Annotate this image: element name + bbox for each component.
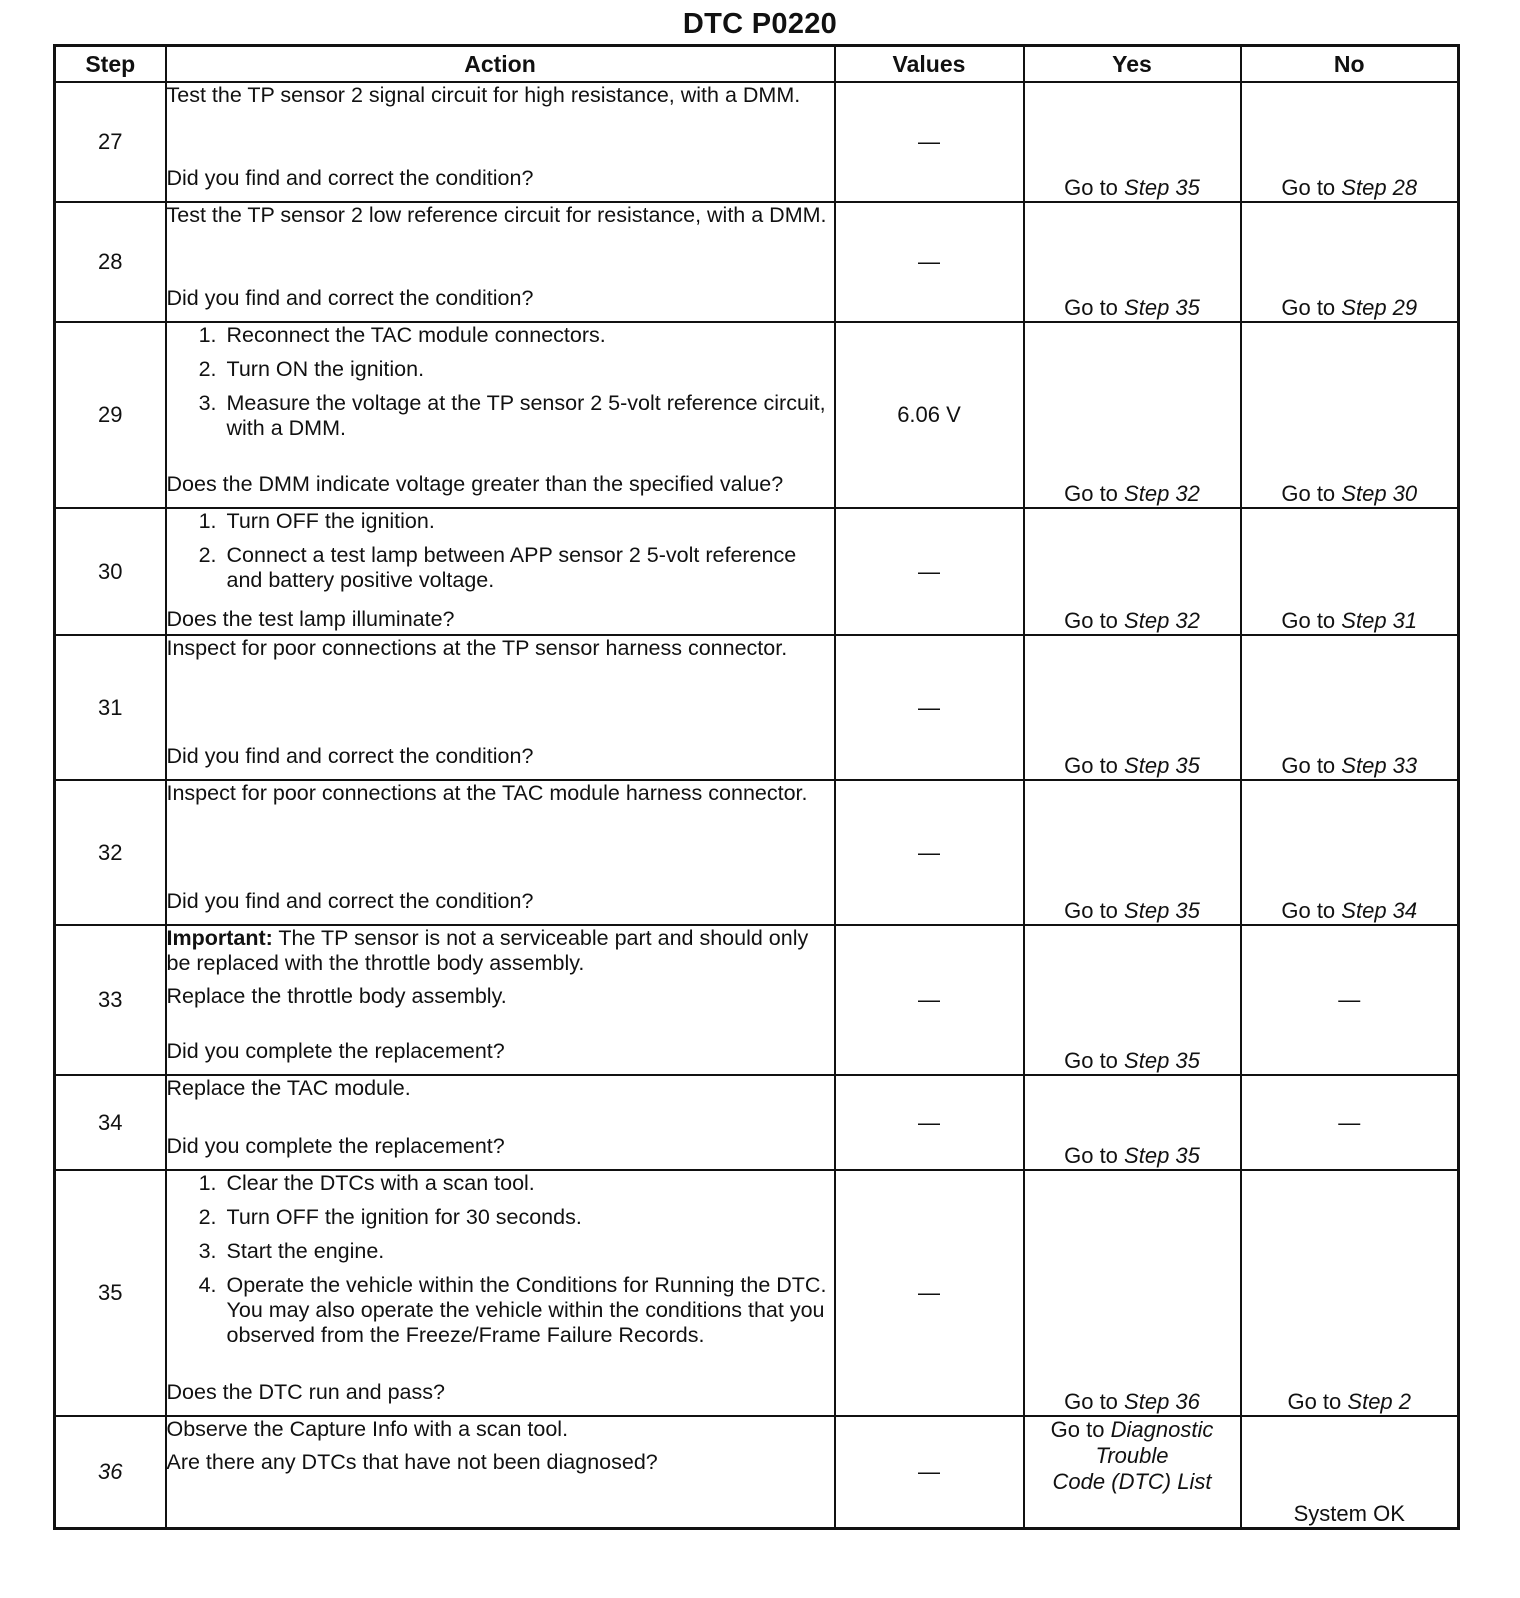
goto-label: Go to bbox=[1064, 175, 1118, 200]
goto-label: Go to bbox=[1281, 295, 1336, 320]
value-cell: 6.06 V bbox=[835, 322, 1024, 508]
step-number: 31 bbox=[55, 635, 166, 780]
yes-link-line3: Code (DTC) List bbox=[1052, 1469, 1212, 1494]
yes-cell bbox=[1024, 322, 1241, 508]
no-cell bbox=[1241, 1170, 1459, 1416]
value-cell: — bbox=[835, 508, 1024, 635]
action-text: Inspect for poor connections at the TAC module harness connector. bbox=[166, 781, 808, 805]
action-text: Observe the Capture Info with a scan tool. bbox=[166, 1417, 569, 1441]
value-cell: — bbox=[835, 780, 1024, 925]
goto-label: Go to bbox=[1281, 481, 1336, 506]
action-text: Replace the throttle body assembly. bbox=[166, 984, 507, 1008]
table-header-row bbox=[55, 46, 1459, 83]
action-step-item: 1. Reconnect the TAC module connectors. bbox=[223, 323, 834, 348]
table-row bbox=[55, 1170, 1459, 1416]
action-question: Did you complete the replacement? bbox=[166, 1134, 505, 1158]
yes-step-link: Step 32 bbox=[1124, 608, 1200, 633]
goto-label: Go to bbox=[1064, 481, 1118, 506]
no-step-link: Step 29 bbox=[1341, 295, 1418, 320]
action-steps bbox=[167, 509, 834, 593]
action-cell bbox=[166, 202, 835, 322]
step-number: 30 bbox=[55, 508, 166, 635]
yes-cell bbox=[1024, 1416, 1241, 1528]
action-cell bbox=[166, 1075, 835, 1170]
action-question: Does the test lamp illuminate? bbox=[166, 607, 455, 631]
action-question: Did you find and correct the condition? bbox=[166, 889, 534, 913]
action-text: Test the TP sensor 2 low reference circuit for resistance, with a DMM. bbox=[166, 203, 827, 227]
no-step-link: Step 33 bbox=[1341, 753, 1418, 778]
yes-cell bbox=[1024, 82, 1241, 202]
important-note bbox=[167, 926, 834, 976]
goto-label: Go to bbox=[1064, 1389, 1118, 1414]
header-values: Values bbox=[835, 46, 1024, 83]
action-step-item: 3. Start the engine. bbox=[223, 1239, 834, 1264]
yes-cell bbox=[1024, 1075, 1241, 1170]
table-row bbox=[55, 1075, 1459, 1170]
no-cell bbox=[1241, 635, 1459, 780]
step-number: 36 bbox=[55, 1416, 166, 1528]
action-step-item: 3. Measure the voltage at the TP sensor 2 5-volt reference circuit, with a DMM. bbox=[223, 391, 834, 441]
step-number: 28 bbox=[55, 202, 166, 322]
no-cell bbox=[1241, 322, 1459, 508]
page-title: DTC P0220 bbox=[682, 8, 838, 40]
action-steps bbox=[167, 323, 834, 441]
action-cell bbox=[166, 82, 835, 202]
action-cell bbox=[166, 1170, 835, 1416]
action-steps bbox=[167, 1171, 834, 1348]
header-action: Action bbox=[166, 46, 835, 83]
no-cell bbox=[1241, 202, 1459, 322]
action-step-item: 1. Clear the DTCs with a scan tool. bbox=[223, 1171, 834, 1196]
no-cell: System OK bbox=[1241, 1416, 1459, 1528]
action-step-item: 2. Connect a test lamp between APP sensor 2 5-volt reference and battery positive voltage. bbox=[223, 543, 834, 593]
action-text: Inspect for poor connections at the TP sensor harness connector. bbox=[166, 636, 788, 660]
value-cell: — bbox=[835, 635, 1024, 780]
value-cell: — bbox=[835, 82, 1024, 202]
action-step-item: 2. Turn ON the ignition. bbox=[223, 357, 834, 382]
no-step-link: Step 2 bbox=[1347, 1389, 1412, 1414]
action-text: Replace the TAC module. bbox=[166, 1076, 411, 1100]
header-step: Step bbox=[55, 46, 166, 83]
action-question: Does the DTC run and pass? bbox=[166, 1380, 445, 1404]
step-number: 27 bbox=[55, 82, 166, 202]
yes-link-line1: Diagnostic bbox=[1110, 1417, 1214, 1442]
table-row bbox=[55, 82, 1459, 202]
action-question: Did you find and correct the condition? bbox=[166, 286, 534, 310]
no-step-link: Step 34 bbox=[1341, 898, 1418, 923]
goto-label: Go to bbox=[1064, 898, 1118, 923]
goto-label: Go to bbox=[1281, 753, 1336, 778]
value-cell: — bbox=[835, 925, 1024, 1075]
action-cell bbox=[166, 925, 835, 1075]
goto-label: Go to bbox=[1050, 1417, 1105, 1442]
goto-label: Go to bbox=[1281, 608, 1336, 633]
yes-cell bbox=[1024, 202, 1241, 322]
header-no: No bbox=[1241, 46, 1459, 83]
no-cell bbox=[1241, 82, 1459, 202]
table-row bbox=[55, 508, 1459, 635]
action-cell bbox=[166, 1416, 835, 1528]
no-step-link: Step 28 bbox=[1341, 175, 1418, 200]
action-question: Does the DMM indicate voltage greater than the specified value? bbox=[166, 472, 784, 496]
yes-cell bbox=[1024, 508, 1241, 635]
no-cell bbox=[1241, 780, 1459, 925]
yes-step-link: Step 35 bbox=[1124, 295, 1200, 320]
yes-link-line2: Trouble bbox=[1095, 1443, 1169, 1468]
step-number: 33 bbox=[55, 925, 166, 1075]
goto-label: Go to bbox=[1064, 1048, 1118, 1073]
action-step-item: 2. Turn OFF the ignition for 30 seconds. bbox=[223, 1205, 834, 1230]
table-row bbox=[55, 780, 1459, 925]
yes-step-link: Step 35 bbox=[1124, 898, 1200, 923]
table-row bbox=[55, 202, 1459, 322]
table-row bbox=[55, 1416, 1459, 1528]
goto-label: Go to bbox=[1281, 898, 1336, 923]
yes-step-link: Step 35 bbox=[1124, 1143, 1200, 1168]
goto-label: Go to bbox=[1064, 1143, 1118, 1168]
header-yes: Yes bbox=[1024, 46, 1241, 83]
no-cell: — bbox=[1241, 925, 1459, 1075]
action-cell bbox=[166, 322, 835, 508]
table-row bbox=[55, 322, 1459, 508]
yes-step-link: Step 35 bbox=[1124, 753, 1200, 778]
yes-step-link: Step 36 bbox=[1124, 1389, 1200, 1414]
action-question: Did you find and correct the condition? bbox=[166, 166, 534, 190]
goto-label: Go to bbox=[1064, 753, 1118, 778]
step-number: 35 bbox=[55, 1170, 166, 1416]
goto-label: Go to bbox=[1064, 608, 1118, 633]
step-number: 32 bbox=[55, 780, 166, 925]
goto-label: Go to bbox=[1281, 175, 1336, 200]
action-cell bbox=[166, 635, 835, 780]
no-cell bbox=[1241, 508, 1459, 635]
action-question: Did you find and correct the condition? bbox=[166, 744, 534, 768]
yes-step-link: Step 35 bbox=[1124, 175, 1200, 200]
step-number: 34 bbox=[55, 1075, 166, 1170]
value-cell: — bbox=[835, 202, 1024, 322]
yes-step-link: Step 32 bbox=[1124, 481, 1200, 506]
yes-cell bbox=[1024, 780, 1241, 925]
value-cell: — bbox=[835, 1416, 1024, 1528]
value-cell: — bbox=[835, 1170, 1024, 1416]
action-question: Did you complete the replacement? bbox=[166, 1039, 505, 1063]
yes-cell bbox=[1024, 635, 1241, 780]
important-label: Important: bbox=[166, 926, 273, 950]
action-text: Test the TP sensor 2 signal circuit for high resistance, with a DMM. bbox=[166, 83, 801, 107]
no-step-link: Step 30 bbox=[1341, 481, 1418, 506]
dtc-table bbox=[53, 44, 1460, 1530]
action-cell bbox=[166, 508, 835, 635]
step-number: 29 bbox=[55, 322, 166, 508]
goto-label: Go to bbox=[1287, 1389, 1342, 1414]
goto-label: Go to bbox=[1064, 295, 1118, 320]
yes-step-link: Step 35 bbox=[1124, 1048, 1200, 1073]
no-step-link: Step 31 bbox=[1341, 608, 1418, 633]
action-cell bbox=[166, 780, 835, 925]
yes-cell bbox=[1024, 1170, 1241, 1416]
no-cell: — bbox=[1241, 1075, 1459, 1170]
value-cell: — bbox=[835, 1075, 1024, 1170]
yes-cell bbox=[1024, 925, 1241, 1075]
important-text: The TP sensor is not a serviceable part and should only be replaced with the throttle body assembly. bbox=[166, 926, 809, 975]
table-row bbox=[55, 925, 1459, 1075]
action-step-item: 4. Operate the vehicle within the Conditions for Running the DTC. You may also operate the vehicle within the conditions that you observed from the Freeze/Frame Failure Records. bbox=[223, 1273, 834, 1348]
action-question: Are there any DTCs that have not been diagnosed? bbox=[166, 1450, 658, 1474]
action-step-item: 1. Turn OFF the ignition. bbox=[223, 509, 834, 534]
table-row bbox=[55, 635, 1459, 780]
